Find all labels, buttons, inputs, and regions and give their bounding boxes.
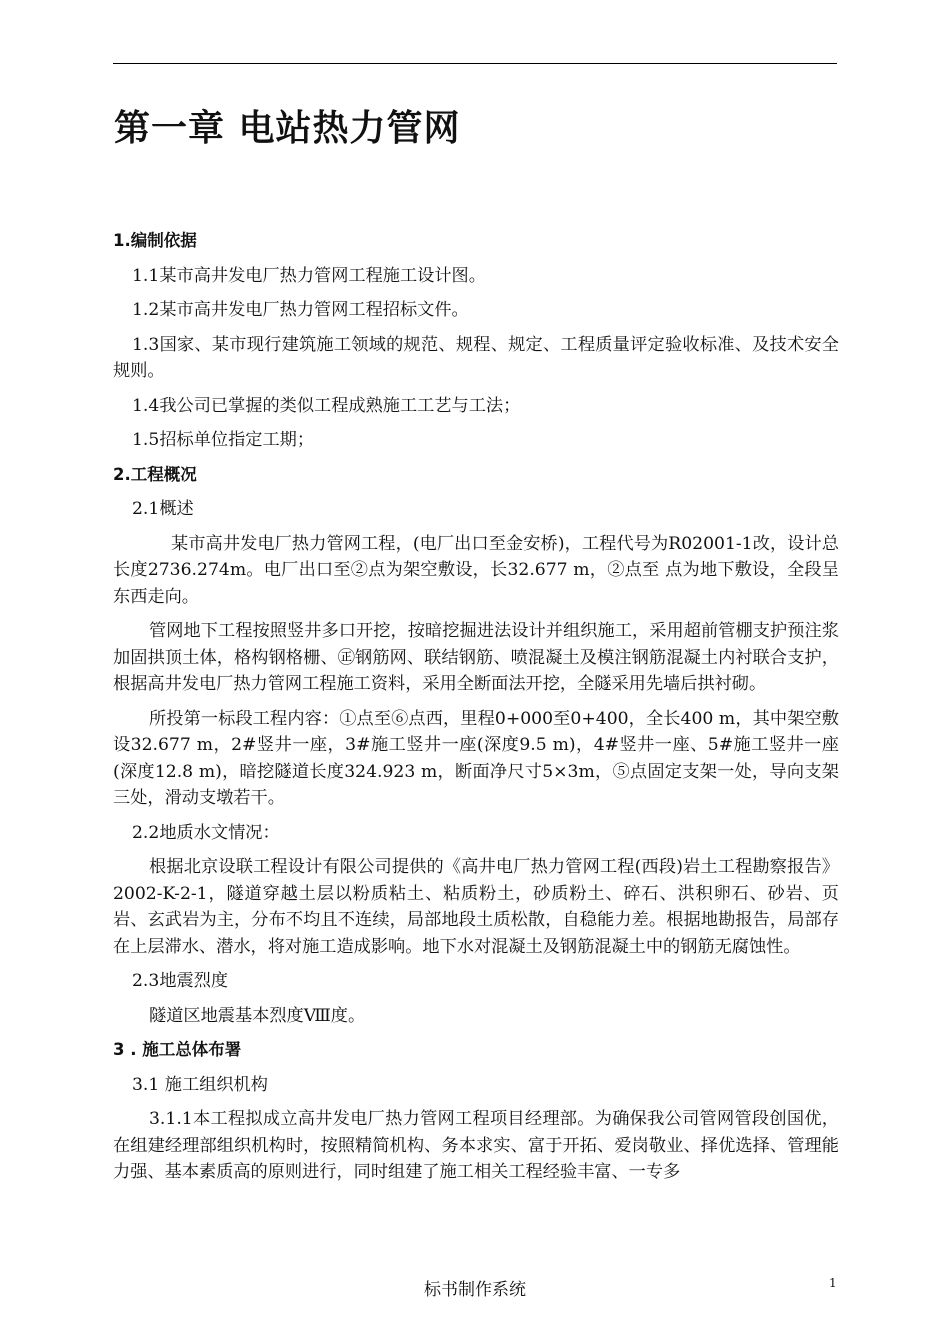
section-heading-1: 1.编制依据 [113, 231, 197, 250]
page-footer: 标书制作系统 [424, 1280, 526, 1300]
list-item: 1.5招标单位指定工期； [132, 430, 315, 450]
subsection-heading: 2.2地质水文情况： [132, 822, 280, 843]
subsection-heading: 2.1概述 [132, 499, 194, 519]
paragraph: 某市高井发电厂热力管网工程，(电厂出口至金安桥)，工程代号为R02001-1改，设计总长度2736.274m。电厂出口至②点为架空敷设，长32.677 m，②点至 点为地下敷设，全段呈东西走向。 [113, 533, 839, 607]
paragraph: 隧道区地震基本烈度Ⅷ度。 [149, 1005, 366, 1026]
section-heading-2: 2.工程概况 [113, 464, 197, 484]
page-number: 1 [829, 1276, 837, 1290]
list-item: 1.1某市高井发电厂热力管网工程施工设计图。 [132, 265, 486, 286]
chapter-title: 第一章 电站热力管网 [114, 108, 461, 149]
paragraph: 3.1.1本工程拟成立高井发电厂热力管网工程项目经理部。为确保我公司管网管段创国优，在组建经理部组织机构时，按照精简机构、务本求实、富于开拓、爱岗敬业、择优选择、管理能力强、基本素质高的原则进行，同时组建了施工相关工程经验丰富、一专多 [113, 1109, 839, 1182]
list-item: 1.3国家、某市现行建筑施工领域的规范、规程、规定、工程质量评定验收标准、及技术安全规则。 [113, 334, 839, 381]
paragraph: 所投第一标段工程内容：①点至⑥点西，里程0+000至0+400，全长400 m，其中架空敷设32.677 m，2#竖井一座，3#施工竖井一座(深度9.5 m)，4#竖井一座、5#施工竖井一座(深度12.8 m)，暗挖隧道长度324.923 m，断面净尺寸5×3m，⑤点固定支架一处，导向支架三处，滑动支墩若干。 [113, 708, 839, 808]
section-heading-3: 3 . 施工总体布署 [113, 1040, 242, 1059]
subsection-heading: 3.1 施工组织机构 [132, 1074, 268, 1095]
list-item: 1.2某市高井发电厂热力管网工程招标文件。 [132, 300, 469, 320]
subsection-heading: 2.3地震烈度 [132, 971, 229, 991]
document-body [113, 228, 839, 1194]
header-rule [113, 63, 837, 64]
paragraph: 管网地下工程按照竖井多口开挖，按暗挖掘进法设计并组织施工，采用超前管棚支护预注浆加固拱顶土体，格构钢格栅、㊣钢筋网、联结钢筋、喷混凝土及模注钢筋混凝土内衬联合支护，根据高井发电厂热力管网工程施工资料，采用全断面法开挖，全隧采用先墙后拱衬砌。 [113, 621, 839, 694]
paragraph: 根据北京设联工程设计有限公司提供的《高井电厂热力管网工程(西段)岩土工程勘察报告》2002-K-2-1，隧道穿越土层以粉质粘土、粘质粉土，砂质粉土、碎石、洪积卵石、砂岩、页岩、玄武岩为主，分布不均且不连续，局部地段土质松散，自稳能力差。根据地勘报告，局部存在上层滞水、潜水，将对施工造成影响。地下水对混凝土及钢筋混凝土中的钢筋无腐蚀性。 [113, 857, 839, 957]
list-item: 1.4我公司已掌握的类似工程成熟施工工艺与工法； [132, 395, 521, 416]
